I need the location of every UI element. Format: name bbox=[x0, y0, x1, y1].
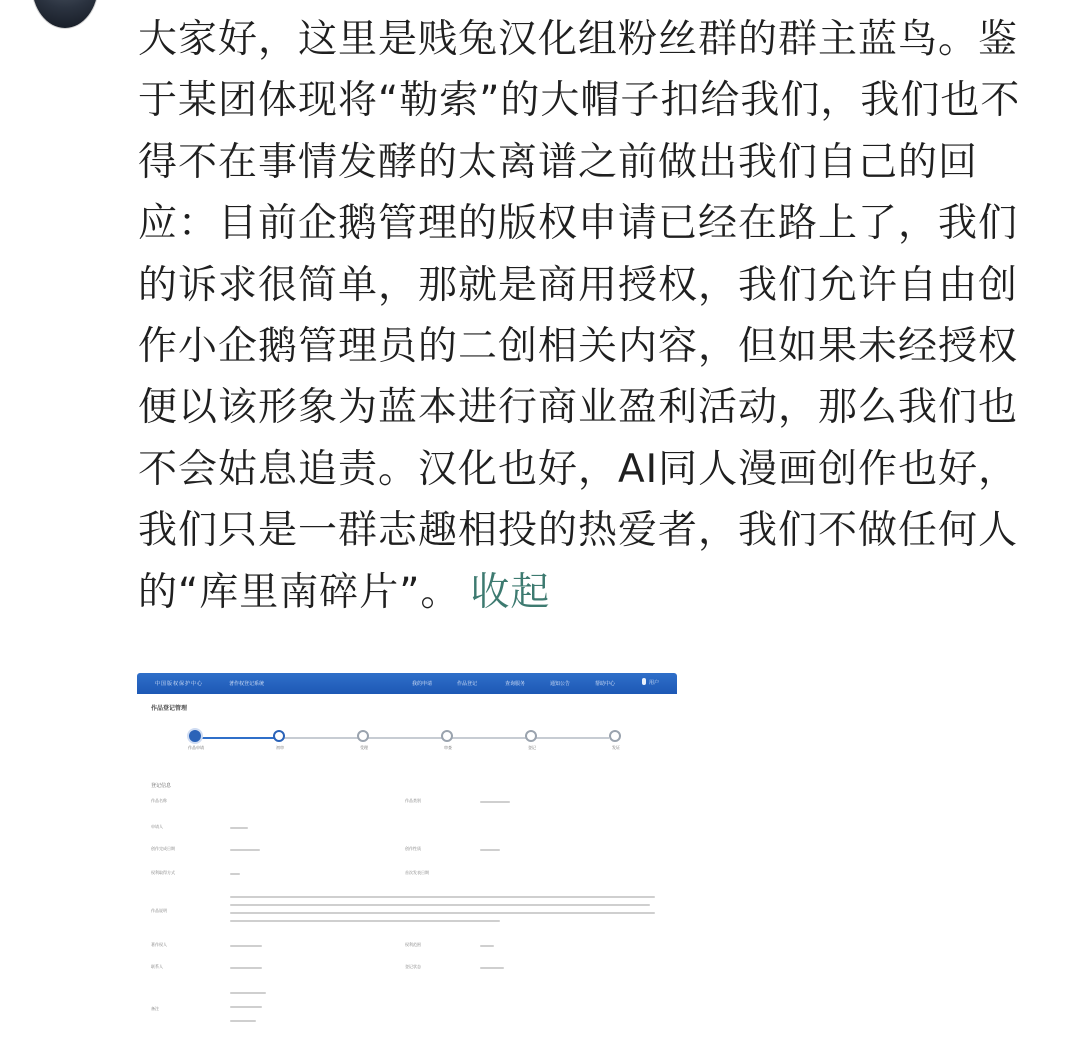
user-avatar[interactable] bbox=[32, 0, 98, 28]
field-label: 首次发表日期 bbox=[405, 870, 429, 875]
field-value bbox=[480, 849, 500, 851]
field-value bbox=[230, 827, 248, 829]
field-label: 作品名称 bbox=[151, 798, 167, 803]
screenshot-nav-item: 帮助中心 bbox=[595, 681, 616, 687]
field-value bbox=[230, 904, 650, 906]
field-label: 著作权人 bbox=[151, 942, 167, 947]
step-label: 登记 bbox=[528, 745, 536, 750]
field-label: 申请人 bbox=[151, 824, 163, 829]
screenshot-form bbox=[135, 670, 679, 1043]
field-label: 登记状态 bbox=[405, 964, 421, 969]
collapse-link[interactable]: 收起 bbox=[470, 569, 551, 615]
post-text: 大家好，这里是贱兔汉化组粉丝群的群主蓝鸟。鉴于某团体现将“勒索”的大帽子扣给我们，我们也不得不在事情发酵的太离谱之前做出我们自己的回应：目前企鹅管理的版权申请已经在路上了，我们的诉求很简单，那就是商用授权，我们允许自由创作小企鹅管理员的二创相关内容，但如果未经授权便以该形象为蓝本进行商业盈利活动，那么我们也不会姑息追责。汉化也好，AI同人漫画创作也好，我们只是一群志趣相投的热爱者，我们不做任何人的“库里南碎片”。 bbox=[138, 17, 1021, 615]
screenshot-page-title: 作品登记管理 bbox=[151, 705, 188, 712]
step-label: 审查 bbox=[444, 745, 452, 750]
field-value bbox=[480, 945, 494, 947]
field-value bbox=[230, 920, 500, 922]
step-label: 作品申请 bbox=[188, 745, 204, 750]
field-value bbox=[230, 992, 266, 994]
field-label: 权利取得方式 bbox=[151, 870, 175, 875]
screenshot-logo: 中国版权保护中心 bbox=[155, 681, 204, 687]
field-label: 创作性质 bbox=[405, 846, 421, 851]
field-value bbox=[230, 896, 655, 898]
field-label: 联系人 bbox=[151, 964, 163, 969]
field-value bbox=[230, 1006, 262, 1008]
field-label: 权利范围 bbox=[405, 942, 421, 947]
screenshot-user: 用户 bbox=[649, 680, 660, 686]
step-label: 初审 bbox=[276, 745, 284, 750]
step-label: 受理 bbox=[360, 745, 368, 750]
screenshot-nav-item: 查询服务 bbox=[505, 681, 526, 687]
field-value bbox=[230, 912, 655, 914]
field-value bbox=[230, 1020, 256, 1022]
screenshot-section-title: 登记信息 bbox=[151, 783, 172, 789]
field-label: 作品说明 bbox=[151, 908, 167, 913]
field-value bbox=[230, 967, 262, 969]
field-label: 作品类别 bbox=[405, 798, 421, 803]
field-value bbox=[480, 967, 504, 969]
screenshot-nav-item: 通知公告 bbox=[550, 681, 571, 687]
screenshot-system-name: 著作权登记系统 bbox=[229, 681, 265, 687]
field-value bbox=[480, 801, 510, 803]
field-label: 备注 bbox=[151, 1006, 159, 1011]
screenshot-nav-item: 我的申请 bbox=[412, 681, 433, 687]
field-value bbox=[230, 873, 240, 875]
field-value bbox=[230, 849, 260, 851]
screenshot-nav-item: 作品登记 bbox=[457, 681, 478, 687]
post-body bbox=[138, 9, 1038, 623]
attached-screenshot[interactable] bbox=[135, 670, 679, 1043]
field-label: 创作完成日期 bbox=[151, 846, 175, 851]
field-value bbox=[230, 945, 262, 947]
step-label: 发证 bbox=[612, 745, 620, 750]
